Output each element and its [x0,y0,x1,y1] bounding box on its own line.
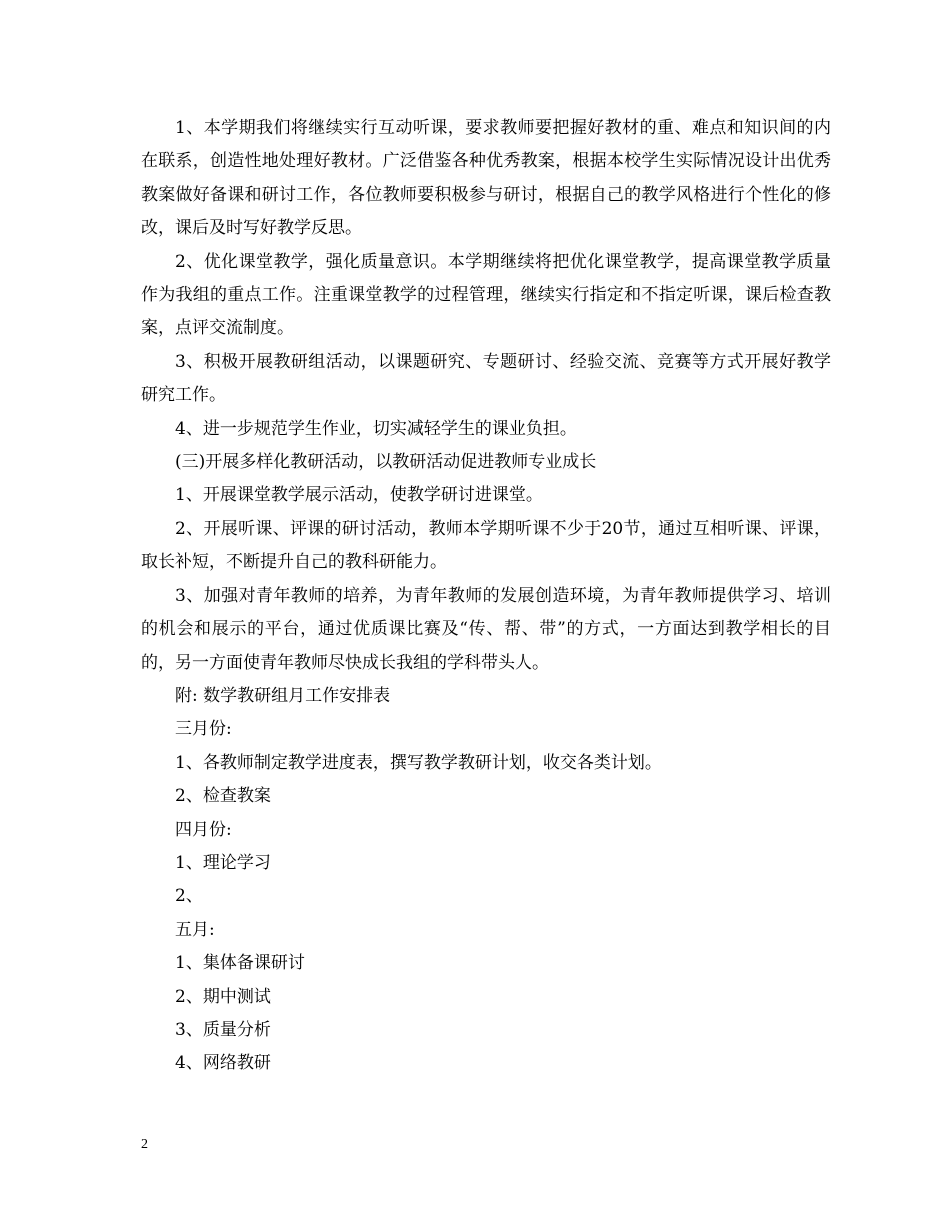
appendix-heading: 附: 数学教研组月工作安排表 [175,685,391,706]
list-item: 3、质量分析 [175,1019,271,1040]
paragraph-optimize-teaching: 2、优化课堂教学，强化质量意识。本学期继续将把优化课堂教学，提高课堂教学质量作为我组的重点工作。注重课堂教学的过程管理，继续实行指定和不指定听课，课后检查教案，点评交流制度。 [141,251,831,339]
list-item: 2、 [175,886,203,907]
paragraph-homework: 4、进一步规范学生作业，切实减轻学生的课业负担。 [175,418,577,439]
list-item: 2、检查教案 [175,786,271,807]
list-item: 4、网络教研 [175,1053,271,1074]
document-body [141,112,831,1081]
section-heading-3: (三)开展多样化教研活动，以教研活动促进教师专业成长 [175,452,597,473]
list-item: 2、期中测试 [175,986,271,1007]
paragraph-showcase: 1、开展课堂教学展示活动，使教学研讨进课堂。 [175,485,543,506]
month-heading-may: 五月: [175,919,215,940]
paragraph-lesson-observation: 2、开展听课、评课的研讨活动，教师本学期听课不少于20节，通过互相听课、评课，取长补短，不断提升自己的教科研能力。 [141,518,831,573]
paragraph-interactive-lessons: 1、本学期我们将继续实行互动听课，要求教师要把握好教材的重、难点和知识间的内在联系，创造性地处理好教材。广泛借鉴各种优秀教案，根据本校学生实际情况设计出优秀教案做好备课和研讨工作，各位教师要积极参与研讨，根据自己的教学风格进行个性化的修改，课后及时写好教学反思。 [141,118,831,239]
list-item: 1、集体备课研讨 [175,953,305,974]
month-heading-march: 三月份: [175,719,232,740]
paragraph-research-activities: 3、积极开展教研组活动，以课题研究、专题研讨、经验交流、竞赛等方式开展好教学研究工作。 [141,351,831,406]
page-number: 2 [141,1137,148,1152]
list-item: 1、理论学习 [175,852,271,873]
list-item: 1、各教师制定教学进度表，撰写教学教研计划，收交各类计划。 [175,752,662,773]
paragraph-young-teachers: 3、加强对青年教师的培养，为青年教师的发展创造环境，为青年教师提供学习、培训的机会和展示的平台，通过优质课比赛及“传、帮、带”的方式，一方面达到教学相长的目的，另一方面使青年教师尽快成长我组的学科带头人。 [141,585,831,673]
month-heading-april: 四月份: [175,819,232,840]
